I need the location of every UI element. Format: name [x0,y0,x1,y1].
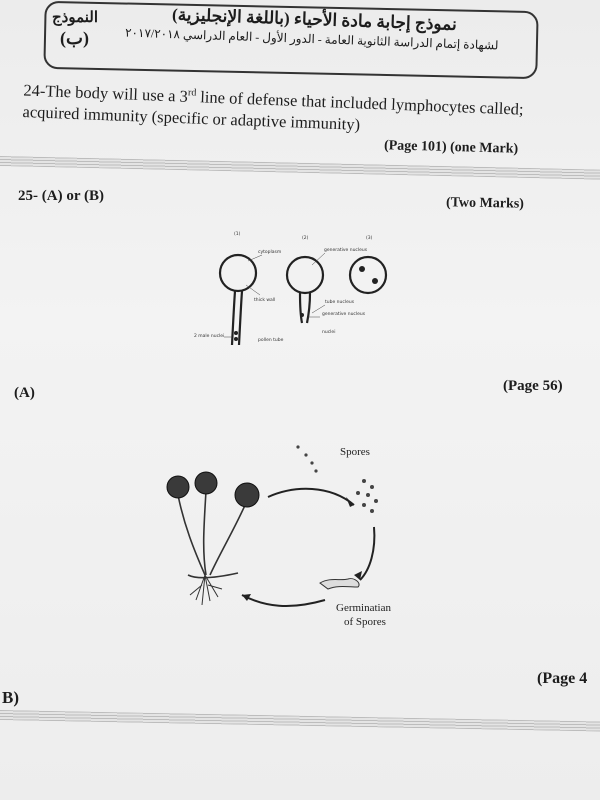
sporangiophore-2 [204,491,206,575]
nuclei-label: nuclei [322,330,336,335]
spores-label: Spores [340,446,370,458]
arrowhead-1 [346,497,354,507]
stage-2-label: (2) [302,236,309,241]
nucleus-e [234,337,238,341]
arrow-to-mold [242,595,325,606]
option-b-label: B) [2,688,19,707]
sporangium-3 [235,483,259,507]
generative-nucleus-label: generative nucleus [324,248,368,253]
header-subtitle: لشهادة إتمام الدراسة الثانوية العامة - الدور الأول - العام الدراسي ٢٠١٧/٢٠١٨ [124,25,499,53]
cytoplasm-label: cytoplasm [258,250,282,255]
pollen-tube-2 [300,293,302,323]
pollen-tube-2b [307,293,310,323]
option-a-page: (Page 56) [503,378,563,394]
germination-label-2: of Spores [344,616,386,628]
pollen-grain-3 [350,257,386,293]
q24-text-end: line of defense that included lymphocytes called; acquired immunity (specific or adaptive immunity) [22,87,524,134]
generative-nucleus-2-label: generative nucleus [322,312,366,317]
tube-nucleus-label: tube nucleus [325,300,355,305]
model-label: النموذج [52,10,99,26]
stage-1-label: (1) [234,232,241,237]
sporangiophore-3 [210,503,246,575]
section-divider-bottom [0,710,600,732]
nucleus-d [234,331,238,335]
bread-mold-life-cycle-diagram [150,435,410,635]
q24-superscript: rd [187,87,197,99]
arrowhead-3 [242,594,251,601]
pollen-grain-2 [287,257,323,293]
model-code: (ب) [60,28,89,48]
pollen-tube-label: pollen tube [258,338,284,343]
male-nuclei-label: 2 male nuclei [194,334,225,339]
arrow-to-spores [268,489,354,505]
thick-wall-label: thick wall [254,298,276,303]
section-divider [0,156,600,180]
q24-reference: (Page 101) (one Mark) [383,138,519,157]
stage-3-label: (3) [366,236,373,241]
pollen-tube-1 [232,291,235,345]
stolon [188,573,238,578]
sporangium-1 [167,476,189,498]
question-25-title: 25- (A) or (B) [18,188,104,204]
question-24-answer [22,76,563,142]
pollen-grain-1 [220,255,256,291]
nucleus-a [359,266,365,272]
nucleus-c [300,313,304,317]
rhizoids [190,575,222,605]
nucleus-b [372,278,378,284]
arrow-to-germination [360,527,374,580]
option-a-label: (A) [14,385,35,401]
pollen-germination-diagram [190,225,420,375]
q24-text-start: 24-The body will use a 3 [23,80,189,106]
pollen-tube-1b [239,291,242,345]
q25-marks: (Two Marks) [445,195,525,212]
germinating-spore [320,579,359,589]
sporangiophore-1 [178,495,205,575]
header-title: نموذج إجابة مادة الأحياء (باللغة الإنجليزية) [171,5,458,34]
germination-label-1: Germinatian [336,602,391,614]
option-b-page: (Page 4 [537,670,588,687]
sporangium-2 [195,472,217,494]
